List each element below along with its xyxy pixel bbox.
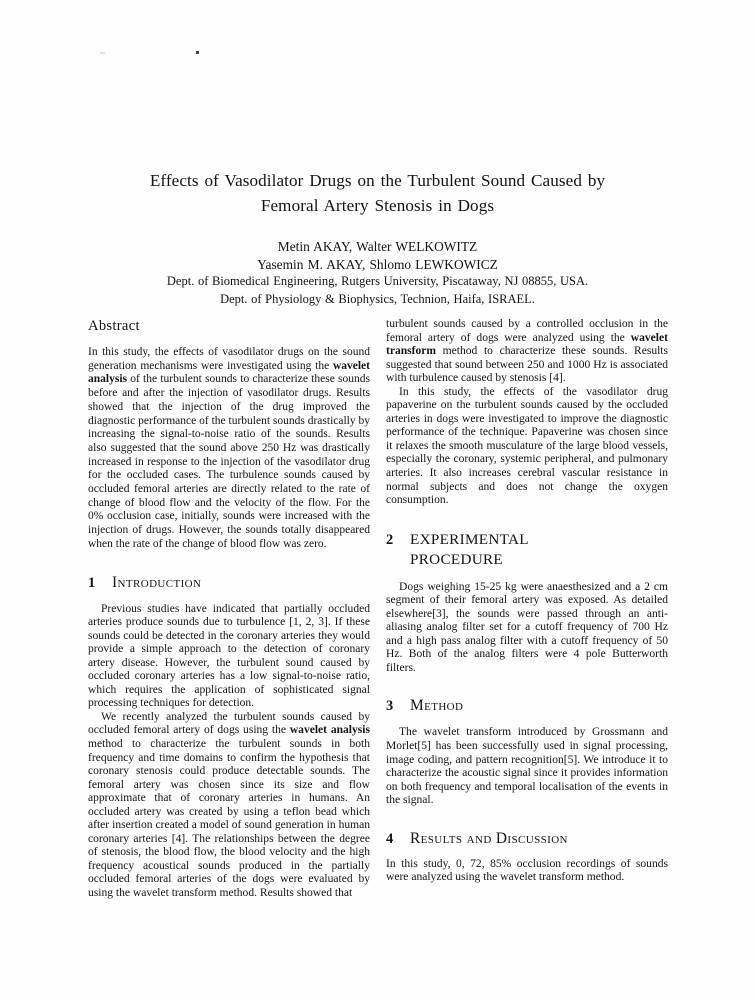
two-column-body	[88, 318, 668, 901]
abstract-paragraph	[88, 346, 370, 552]
intro3-bold-term: wavelet transform	[386, 331, 668, 358]
left-column	[88, 318, 370, 901]
authors-line-1: Metin AKAY, Walter WELKOWITZ	[277, 239, 478, 254]
intro-bold-term: wavelet analysis	[289, 724, 370, 737]
right-column	[386, 318, 668, 901]
section-heading-experimental-procedure	[386, 530, 668, 570]
section-title: Method	[410, 697, 464, 715]
intro-paragraph-4: In this study, the effects of the vasodilator drug papaverine on the turbulent sounds caused by the occluded arteries in dogs were investigated to improve the diagnostic performance of the technique. Papaverine was chosen since it relaxes the smooth musculature of the large blood vessels, especially the coronary, systemic peripheral, and pulmonary arteries. It also increases cerebral vascular resistance in normal subjects and does not change the oxygen consumption.	[386, 385, 668, 507]
results-paragraph-1: In this study, 0, 72, 85% occlusion recordings of sounds were analyzed using the wavelet transform method.	[386, 857, 668, 884]
intro-paragraph-2	[88, 711, 370, 901]
section-number: 1	[88, 574, 96, 591]
intro-text-a: We recently analyzed the turbulent sounds caused by occluded femoral artery of dogs using the	[88, 710, 370, 737]
abstract-body	[88, 346, 370, 552]
intro-paragraph-1: Previous studies have indicated that partially occluded arteries produce sounds due to turbulence [1, 2, 3]. If these sounds could be detected in the coronary arteries they would provide a simple approach to the detection of coronary artery disease. However, the turbulent sound caused by occluded coronary arteries has a low signal-to-noise ratio, which requires the application of sophisticated signal processing techniques for detection.	[88, 602, 370, 710]
section-title	[410, 530, 529, 570]
section-title: Introduction	[112, 573, 202, 591]
page-title	[0, 168, 755, 218]
abstract-heading: Abstract	[88, 318, 140, 334]
affiliation-line-1: Dept. of Biomedical Engineering, Rutgers University, Piscataway, NJ 08855, USA.	[166, 274, 589, 288]
title-line-2: Femoral Artery Stenosis in Dogs	[260, 196, 495, 215]
experimental-paragraph-1: Dogs weighing 15-25 kg were anaesthesized and a 2 cm segment of their femoral artery was exposed. As detailed elsewhere[3], the sounds were passed through an anti-aliasing analog filter set for a cutoff frequency of 700 Hz and a high pass analog filter with a cutoff frequency of 50 Hz. Both of the analog filters were 4 pole Butterworth filters.	[386, 580, 668, 674]
paper-header	[0, 168, 755, 308]
section-number: 3	[386, 698, 394, 715]
section-number: 4	[386, 830, 394, 847]
abstract-text-a: In this study, the effects of vasodilator drugs on the sound generation mechanisms were investigated using the	[88, 346, 370, 372]
section-heading-method	[386, 697, 668, 715]
abstract-text-b: of the turbulent sounds to characterize these sounds before and after the injection of vasodilator drugs. Results showed that the injection of the drug improved the diagnostic performance of the turbulent sounds drastically by increasing the signal-to-noise ratio of the sounds. Results also suggested that the sound above 250 Hz was drastically increased in response to the injection of the vasodilator drug for the occluded cases. The turbulence sounds caused by occluded femoral arteries are directly related to the rate of change of blood flow and the velocity of the flow. For the 0% occlusion case, initially, sounds were increased with the injection of drugs. However, the sounds totally disappeared when the rate of the change of blood flow was zero.	[88, 373, 370, 550]
section-title-line-1: EXPERIMENTAL	[410, 530, 529, 548]
section-heading-results-and-discussion	[386, 830, 668, 848]
abstract-bold-term: wavelet analysis	[88, 359, 370, 386]
authors-line-2: Yasemin M. AKAY, Shlomo LEWKOWICZ	[257, 256, 498, 272]
section-title-line-2: PROCEDURE	[410, 550, 503, 568]
intro-text-b: method to characterize the turbulent sounds in both frequency and time domains to confirm the hypothesis that coronary stenosis could produce detectable sounds. The femoral artery was chosen since its size and flow approximate that of coronary arteries in humans. An occluded artery was created by using a teflon bead which after insertion created a model of sound generation in human coronary arteries [4]. The relationships between the degree of stenosis, the blood flow, the blood velocity and the high frequency acoustical sounds produced in the partially occluded femoral arteries of the dogs were evaluated by using the wavelet transform method. Results showed that	[88, 738, 370, 900]
scan-speck	[100, 52, 105, 54]
intro-paragraph-3	[386, 318, 668, 386]
intro3-text-b: method to characterize these sounds. Results suggested that sound between 250 and 1000 Hz is associated with turbulence caused by stenosis [4].	[386, 345, 668, 385]
author-list	[0, 238, 755, 308]
section-heading-introduction	[88, 574, 370, 592]
section-number: 2	[386, 531, 394, 548]
affiliation-line-2: Dept. of Physiology & Biophysics, Technion, Haifa, ISRAEL.	[220, 291, 535, 306]
method-paragraph-1: The wavelet transform introduced by Grossmann and Morlet[5] has been successfully used in signal processing, image coding, and pattern recognition[5]. We introduce it to characterize the acoustic signal since it provides information on both frequency and temporal localisation of the events in the signal.	[386, 726, 668, 807]
section-title: Results and Discussion	[410, 829, 568, 847]
scan-speck	[196, 51, 199, 54]
intro3-text-a: turbulent sounds caused by a controlled occlusion in the femoral artery of dogs were analyzed using the	[386, 318, 668, 344]
title-line-1: Effects of Vasodilator Drugs on the Turbulent Sound Caused by	[149, 171, 606, 190]
